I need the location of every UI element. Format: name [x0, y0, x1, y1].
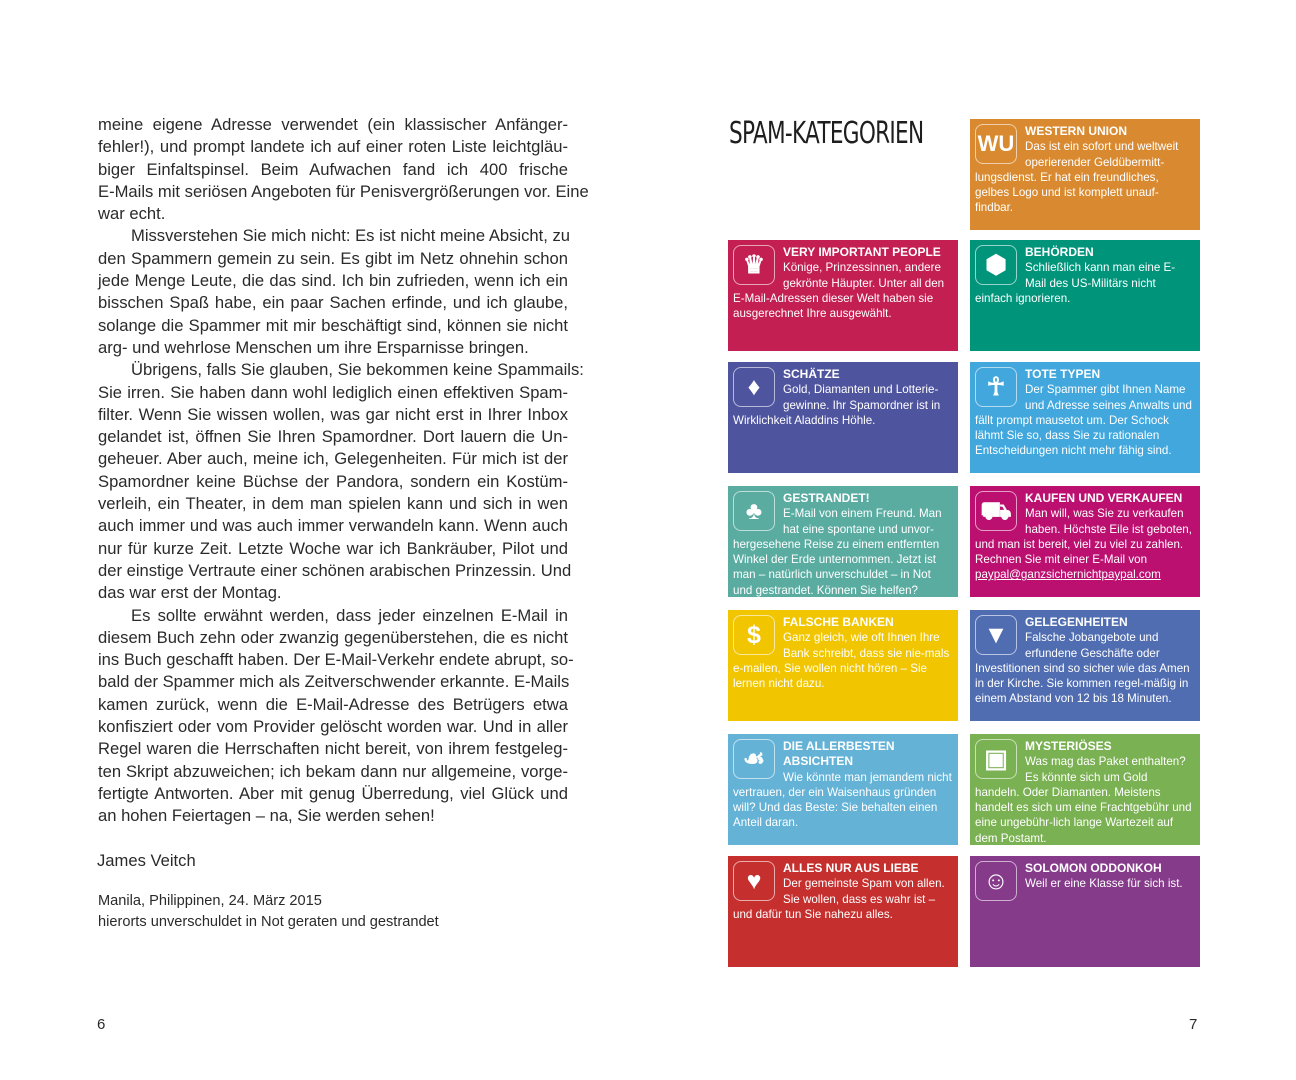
text-line: E-Mails mit seriösen Angeboten für Penisvergrößerungen vor. Eine — [98, 181, 589, 201]
text-line: Spamordner keine Büchse der Pandora, sondern ein Kostüm- — [98, 471, 568, 491]
paragraph — [98, 359, 584, 604]
text-line: konfisziert oder vom Provider gelöscht worden war. Und in aller — [98, 717, 568, 737]
text-line: bisschen Spaß habe, ein paar Sachen erfinde, und ich glaube, — [98, 293, 568, 313]
page-number-right: 7 — [1189, 1016, 1198, 1033]
palm-tree-icon: ♣ — [733, 491, 775, 531]
category-title: BEHÖRDEN — [1025, 245, 1094, 259]
category-description: Weil er eine Klasse für sich ist. — [1025, 877, 1183, 891]
text-line: nur für kurze Zeit. Letzte Woche war ich Bankräuber, Pilot und — [98, 538, 568, 558]
western-union-logo-icon: WU — [975, 124, 1017, 164]
category-tile — [728, 734, 958, 845]
category-title: SOLOMON ODDONKOH — [1025, 861, 1162, 875]
text-line: auch immer und was auch immer verwandeln kann. Wenn auch — [98, 516, 568, 536]
author-signature: James Veitch — [97, 851, 196, 870]
paragraph — [98, 225, 568, 359]
text-line: bald der Spammer mich als Zeitverschwender erkannte. E-Mails — [98, 672, 570, 692]
text-line: fertigte Antworten. Aber mit genug Überredung, viel Glück und — [98, 783, 568, 803]
text-line: an hohen Feiertagen – na, Sie werden sehen! — [98, 806, 435, 826]
text-line: geheuer. Aber auch, meine ich, Gelegenheiten. Für mich ist der — [98, 449, 568, 469]
category-tile — [970, 856, 1200, 967]
category-title: GELEGENHEITEN — [1025, 615, 1128, 629]
category-description: Schließlich kann man eine E-Mail des US-Militärs nicht einfach ignorieren. — [975, 261, 1176, 305]
text-line: kamen zurück, wenn die E-Mail-Adresse des Betrügers etwa — [98, 694, 568, 714]
box-icon: ▣ — [975, 739, 1017, 779]
category-tile — [970, 240, 1200, 351]
category-title: GESTRANDET! — [783, 491, 870, 505]
text-line: ten Skript abzuweichen; ich bekam dann nur allgemeine, vorge- — [98, 761, 568, 781]
category-description: Könige, Prinzessinnen, andere gekrönte Häupter. Unter all den E-Mail-Adressen dieser Welt haben sie ausgerechnet Ihre ausgewählt. — [733, 261, 945, 321]
text-line: Sie irren. Sie haben dann wohl lediglich einen effektiven Spam- — [98, 382, 568, 402]
category-title: FALSCHE BANKEN — [783, 615, 894, 629]
category-tile — [970, 362, 1200, 473]
text-line: biger Einfaltspinsel. Beim Aufwachen fand ich 400 frische — [98, 159, 568, 179]
text-line: jede Menge Leute, die das sind. Ich bin zufrieden, wenn ich ein — [98, 271, 568, 291]
text-line: gelandet ist, öffnen Sie Ihren Spamordner. Dort lauern die Un- — [98, 427, 568, 447]
category-description: Das ist ein sofort und weltweit operierender Geldübermitt-lungsdienst. Er hat ein freundliches, gelbes Logo und ist komplett unauf-findbar. — [975, 140, 1179, 215]
heart-icon: ♥ — [733, 861, 775, 901]
category-tile — [970, 119, 1200, 230]
text-line: diesem Buch zehn oder zwanzig gegenüberstehen, die es nicht — [98, 627, 568, 647]
category-title: SCHÄTZE — [783, 367, 840, 381]
angel-wings-icon: ☙ — [733, 739, 775, 779]
text-line: Regel waren die Herrschaften nicht bereit, von ihrem festgeleg- — [98, 739, 568, 759]
necktie-icon: ▼ — [975, 615, 1017, 655]
page-title: SPAM-KATEGORIEN — [729, 116, 924, 151]
category-tile — [970, 486, 1200, 597]
text-line: Übrigens, falls Sie glauben, Sie bekommen keine Spammails: — [131, 360, 584, 380]
text-line: solange die Spammer mit mir beschäftigt sind, können sie nicht — [98, 315, 568, 335]
category-description: E-Mail von einem Freund. Man hat eine spontane und unvor-hergesehene Reise zu einem entfernten Winkel der Erde unternommen. Jetzt ist man – natürlich unverschuldet – in Not und gestrandet. Können Sie helfen? — [733, 507, 942, 597]
paragraph — [98, 605, 574, 828]
category-tile — [970, 610, 1200, 721]
category-description: Der Spammer gibt Ihnen Name und Adresse seines Anwalts und fällt prompt mausetot um. Der Schock lähmt Sie so, dass Sie zu rationalen Entscheidungen nicht mehr fähig sind. — [975, 383, 1192, 458]
place-line-2: hierorts unverschuldet in Not geraten und gestrandet — [98, 914, 439, 930]
left-page-body — [98, 114, 589, 828]
text-line: verleih, ein Theater, in dem man spielen kann und sich in wen — [98, 494, 568, 514]
text-line: filter. Wenn Sie wissen wollen, was gar nicht erst in Ihrer Inbox — [98, 404, 568, 424]
place-line-1: Manila, Philippinen, 24. März 2015 — [98, 893, 322, 909]
category-tile — [728, 610, 958, 721]
text-line: Es sollte erwähnt werden, dass jeder einzelnen E-Mail in — [131, 605, 568, 625]
piggy-bank-icon: $ — [733, 615, 775, 655]
category-title: KAUFEN UND VERKAUFEN — [1025, 491, 1183, 505]
category-title: DIE ALLERBESTEN ABSICHTEN — [783, 739, 895, 769]
shopping-cart-icon: ⛟ — [975, 491, 1017, 531]
paragraph — [98, 114, 589, 225]
category-tile — [728, 856, 958, 967]
text-line: meine eigene Adresse verwendet (ein klassischer Anfänger- — [98, 115, 568, 134]
category-description: Gold, Diamanten und Lotterie-gewinne. Ihr Spamordner ist in Wirklichkeit Aladdins Höhle. — [733, 383, 941, 427]
category-description: Man will, was Sie zu verkaufen haben. Höchste Eile ist geboten, und man ist bereit, viel zu viel zu zahlen. Rechnen Sie mit einer E-Mail von — [975, 507, 1192, 567]
category-tile — [970, 734, 1200, 845]
text-line: das war erst der Montag. — [98, 583, 282, 603]
email-link[interactable]: paypal@ganzsichernichtpaypal.com — [975, 568, 1161, 582]
crown-icon: ♛ — [733, 245, 775, 285]
category-title: TOTE TYPEN — [1025, 367, 1101, 381]
category-title: WESTERN UNION — [1025, 124, 1127, 138]
category-title: ALLES NUR AUS LIEBE — [783, 861, 919, 875]
text-line: der einstige Vertraute einer schönen arabischen Prinzessin. Und — [98, 560, 572, 580]
category-tile — [728, 240, 958, 351]
text-line: den Spammern gemein zu sein. Es gibt im Netz ohnehin schon — [98, 248, 568, 268]
text-line: war echt. — [98, 204, 166, 224]
category-description: Der gemeinste Spam von allen. Sie wollen, dass es wahr ist – und dafür tun Sie nahezu alles. — [733, 877, 945, 921]
text-line: Missverstehen Sie mich nicht: Es ist nicht meine Absicht, zu — [131, 226, 570, 246]
category-description: Was mag das Paket enthalten? Es könnte sich um Gold handeln. Oder Diamanten. Meistens handelt es sich um eine Frachtgebühr und eine ungebühr-lich lange Wartezeit auf dem Postamt. — [975, 755, 1192, 845]
diamond-icon: ♦ — [733, 367, 775, 407]
text-line: ins Buch geschafft haben. Der E-Mail-Verkehr endete abrupt, so- — [98, 650, 574, 670]
category-description: Falsche Jobangebote und erfundene Geschäfte oder Investitionen sind so sicher wie das Amen in der Kirche. Sie kommen regel-mäßig in einem Abstand von 12 bis 18 Minuten. — [975, 631, 1190, 706]
grim-reaper-icon: ☥ — [975, 367, 1017, 407]
disguise-glasses-icon: ☺ — [975, 861, 1017, 901]
category-title: MYSTERIÖSES — [1025, 739, 1112, 753]
text-line: arg- und wehrlose Menschen um ihre Ersparnisse bringen. — [98, 337, 529, 357]
page-number-left: 6 — [97, 1016, 106, 1033]
category-description: Ganz gleich, wie oft Ihnen Ihre Bank schreibt, dass sie nie-mals e-mailen, Sie wollen nicht hören – Sie lernen nicht dazu. — [733, 631, 950, 691]
military-badge-icon: ⬢ — [975, 245, 1017, 285]
category-title: VERY IMPORTANT PEOPLE — [783, 245, 941, 259]
place-and-date — [98, 891, 439, 933]
category-description: Wie könnte man jemandem nicht vertrauen, der ein Waisenhaus gründen will? Und das Beste: Sie behalten einen Anteil daran. — [733, 770, 952, 830]
category-tile — [728, 486, 958, 597]
category-tile — [728, 362, 958, 473]
text-line: fehler!), und prompt landete ich auf einer roten Liste leichtgläu- — [98, 137, 568, 157]
